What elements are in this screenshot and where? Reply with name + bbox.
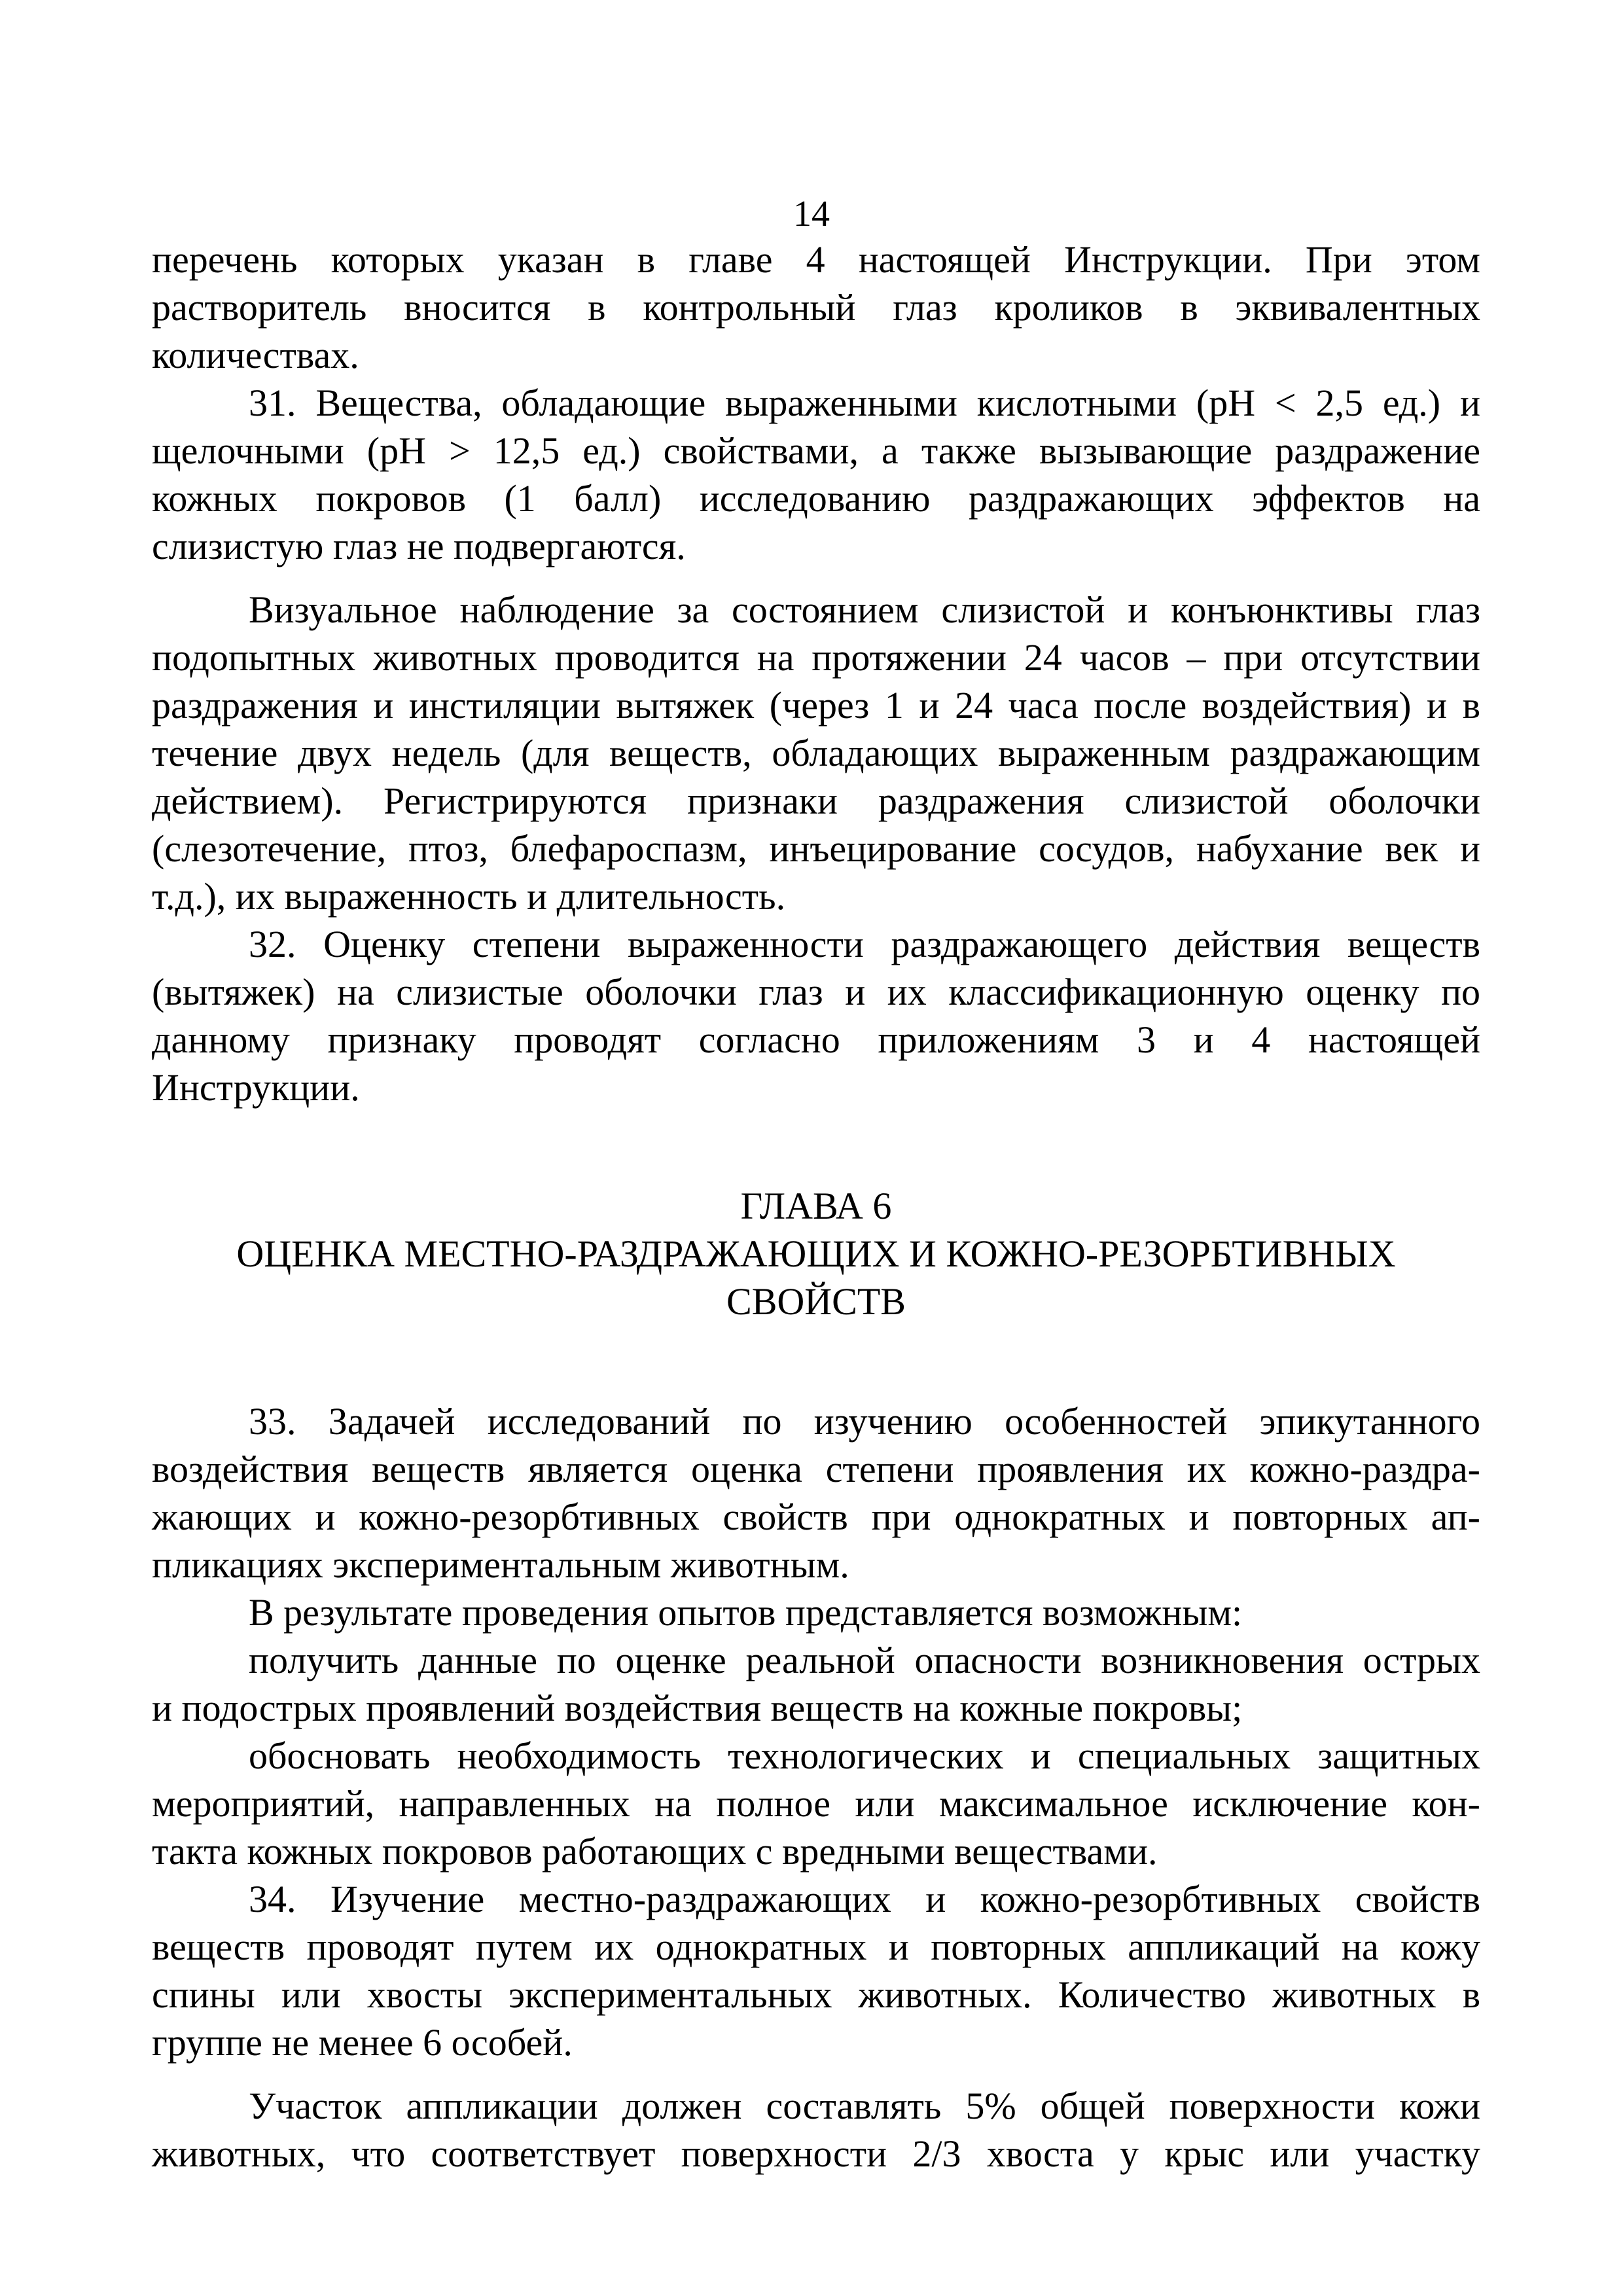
- text-line: получить данные по оценке реальной опасности возникновения острых: [249, 1639, 1480, 1681]
- paragraph-result: [152, 1588, 1480, 1636]
- paragraph-visual-observation: [152, 586, 1480, 920]
- paragraph-34: [152, 1875, 1480, 2066]
- document-body: [152, 236, 1480, 2178]
- text-line: спины или хвосты экспериментальных животных. Количество животных в: [152, 1973, 1480, 2016]
- text-line: раздражения и инстиляции вытяжек (через 1 и 24 часа после воздействия) и в: [152, 684, 1480, 726]
- text-line: подопытных животных проводится на протяжении 24 часов – при отсутствии: [152, 636, 1480, 679]
- chapter-label: ГЛАВА 6: [740, 1185, 892, 1227]
- list-item: [152, 1636, 1480, 1732]
- text-line: жающих и кожно-резорбтивных свойств при однократных и повторных ап-: [152, 1496, 1480, 1538]
- paragraph-continuation: [152, 236, 1480, 379]
- text-line: веществ проводят путем их однократных и повторных аппликаций на кожу: [152, 1926, 1480, 1968]
- text-line: такта кожных покровов работающих с вредными веществами.: [152, 1830, 1158, 1873]
- text-line: щелочными (pH > 12,5 ед.) свойствами, а также вызывающие раздражение: [152, 429, 1480, 472]
- text-line: пликациях экспериментальным животным.: [152, 1543, 849, 1586]
- text-line: кожных покровов (1 балл) исследованию раздражающих эффектов на: [152, 477, 1480, 520]
- text-line: (вытяжек) на слизистые оболочки глаз и их классификационную оценку по: [152, 971, 1480, 1013]
- page-number: 14: [793, 194, 830, 234]
- text-line: действием). Регистрируются признаки раздражения слизистой оболочки: [152, 780, 1480, 822]
- text-line: Визуальное наблюдение за состоянием слизистой и конъюнктивы глаз: [249, 588, 1480, 631]
- text-line: В результате проведения опытов представляется возможным:: [249, 1591, 1243, 1634]
- text-line: перечень которых указан в главе 4 настоящей Инструкции. При этом: [152, 238, 1480, 281]
- text-line: растворитель вносится в контрольный глаз кроликов в эквивалентных: [152, 286, 1480, 329]
- list-item: [152, 1732, 1480, 1875]
- paragraph-33: [152, 1397, 1480, 1588]
- text-line: животных, что соответствует поверхности 2/3 хвоста у крыс или участку: [152, 2132, 1480, 2175]
- text-line: Участок аппликации должен составлять 5% общей поверхности кожи: [249, 2085, 1480, 2127]
- text-line: т.д.), их выраженность и длительность.: [152, 875, 786, 918]
- text-line: Инструкции.: [152, 1066, 360, 1109]
- text-line: и подострых проявлений воздействия веществ на кожные покровы;: [152, 1687, 1243, 1729]
- chapter-heading: [152, 1182, 1480, 1325]
- text-line: слизистую глаз не подвергаются.: [152, 525, 686, 567]
- text-line: 32. Оценку степени выраженности раздражающего действия веществ: [249, 923, 1480, 965]
- text-line: обосновать необходимость технологических и специальных защитных: [249, 1734, 1480, 1777]
- chapter-title: СВОЙСТВ: [726, 1280, 906, 1323]
- paragraph-32: [152, 920, 1480, 1111]
- paragraph-application-area: [152, 2082, 1480, 2178]
- paragraph-31: [152, 379, 1480, 570]
- text-line: группе не менее 6 особей.: [152, 2021, 573, 2064]
- text-line: 31. Вещества, обладающие выраженными кислотными (pH < 2,5 ед.) и: [249, 382, 1480, 424]
- text-line: 34. Изучение местно-раздражающих и кожно-резорбтивных свойств: [249, 1878, 1480, 1920]
- text-line: количествах.: [152, 334, 359, 376]
- text-line: течение двух недель (для веществ, обладающих выраженным раздражающим: [152, 732, 1480, 774]
- text-line: 33. Задачей исследований по изучению особенностей эпикутанного: [249, 1400, 1480, 1443]
- text-line: мероприятий, направленных на полное или максимальное исключение кон-: [152, 1782, 1480, 1825]
- text-line: данному признаку проводят согласно приложениям 3 и 4 настоящей: [152, 1018, 1480, 1061]
- chapter-title: ОЦЕНКА МЕСТНО-РАЗДРАЖАЮЩИХ И КОЖНО-РЕЗОРБТИВНЫХ: [236, 1232, 1396, 1275]
- text-line: (слезотечение, птоз, блефароспазм, инъецирование сосудов, набухание век и: [152, 827, 1480, 870]
- text-line: воздействия веществ является оценка степени проявления их кожно-раздра-: [152, 1448, 1480, 1490]
